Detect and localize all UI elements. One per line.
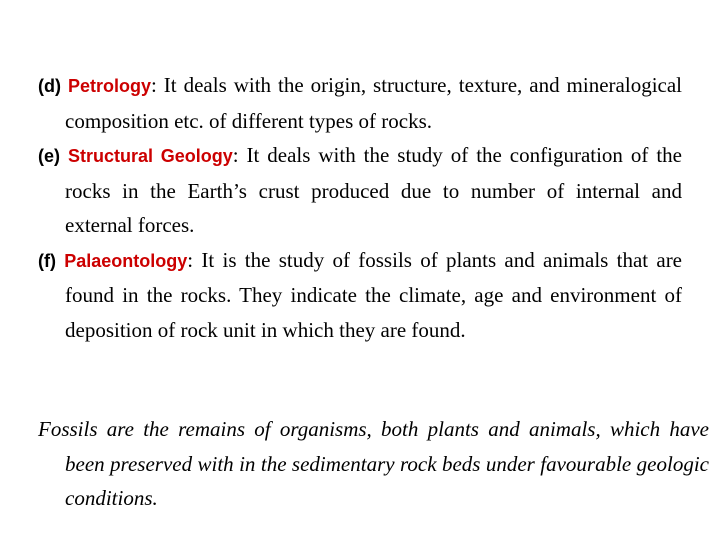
definition-item-structural-geology xyxy=(38,138,682,243)
definition-text: : It is the study of fossils of plants and animals that are found in the rocks. They indicate the climate, age and environment of deposition of rock unit in which they are found. xyxy=(65,247,683,342)
definition-text: : It deals with the origin, structure, texture, and mineralogical composition etc. of different types of rocks. xyxy=(65,73,683,133)
definition-text: : It deals with the study of the configuration of the rocks in the Earth’s crust produced due to number of internal and external forces. xyxy=(65,143,682,237)
definition-item-palaeontology xyxy=(38,243,682,348)
definition-list xyxy=(38,68,682,347)
definition-item-petrology xyxy=(38,68,682,138)
item-marker: (e) xyxy=(38,146,60,166)
term-structural-geology: Structural Geology xyxy=(67,146,233,166)
fossils-note: Fossils are the remains of organisms, both plants and animals, which have been preserved with in the sedimentary rock beds under favourable geologic conditions. xyxy=(38,417,709,510)
term-petrology: Petrology xyxy=(67,76,151,96)
item-marker: (d) xyxy=(38,76,61,96)
term-palaeontology: Palaeontology xyxy=(64,250,188,271)
item-marker: (f) xyxy=(38,250,56,271)
